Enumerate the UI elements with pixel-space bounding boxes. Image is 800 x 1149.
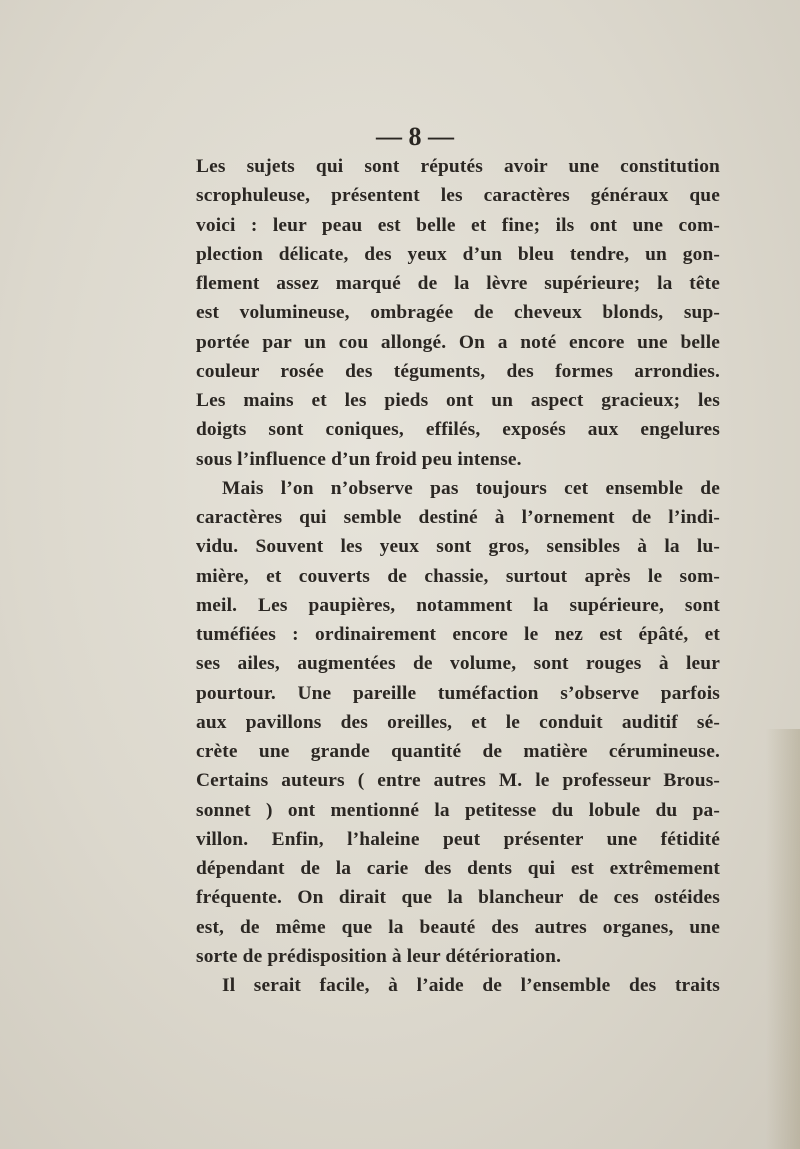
text-line: ses ailes, augmentées de volume, sont rouges à leur (196, 653, 720, 675)
text-line: dépendant de la carie des dents qui est extrêmement (196, 858, 720, 879)
text-line: pourtour. Une pareille tuméfaction s’observe parfois (196, 682, 720, 704)
text-line: doigts sont coniques, effilés, exposés aux engelures (196, 419, 720, 441)
text-line: mière, et couverts de chassie, surtout après le som- (196, 565, 720, 587)
text-line: Certains auteurs ( entre autres M. le professeur Brous- (196, 770, 720, 792)
text-line: Les mains et les pieds ont un aspect gracieux; les (196, 390, 720, 411)
text-line: portée par un cou allongé. On a noté encore une belle (196, 331, 720, 353)
text-line: Mais l’on n’observe pas toujours cet ensemble de (222, 477, 720, 499)
text-line: vidu. Souvent les yeux sont gros, sensibles à la lu- (196, 536, 720, 558)
text-line: plection délicate, des yeux d’un bleu tendre, un gon- (196, 243, 720, 265)
text-line: aux pavillons des oreilles, et le conduit auditif sé- (196, 711, 720, 733)
text-line: Il serait facile, à l’aide de l’ensemble des traits (222, 975, 720, 996)
text-line: tuméfiées : ordinairement encore le nez est épâté, et (196, 624, 720, 645)
text-line: sous l’influence d’un froid peu intense. (196, 448, 522, 470)
paper-stain (766, 729, 800, 1149)
text-line: crète une grande quantité de matière cérumineuse. (196, 741, 720, 762)
text-line: voici : leur peau est belle et fine; ils ont une com- (196, 214, 720, 236)
text-line: sorte de prédisposition à leur détérioration. (196, 945, 562, 967)
text-line: fréquente. On dirait que la blancheur de ces ostéides (196, 887, 720, 909)
page-number: — 8 — (376, 122, 454, 151)
text-line: est volumineuse, ombragée de cheveux blonds, sup- (196, 302, 720, 324)
text-line: Les sujets qui sont réputés avoir une constitution (196, 156, 720, 177)
text-line: sonnet ) ont mentionné la petitesse du lobule du pa- (196, 799, 720, 821)
text-line: meil. Les paupières, notamment la supérieure, sont (196, 594, 720, 616)
body-text (196, 152, 720, 1000)
text-line: couleur rosée des téguments, des formes arrondies. (196, 360, 720, 382)
text-line: villon. Enfin, l’haleine peut présenter une fétidité (196, 828, 720, 850)
text-line: scrophuleuse, présentent les caractères généraux que (196, 185, 720, 207)
text-line: flement assez marqué de la lèvre supérieure; la tête (196, 273, 720, 294)
text-line: est, de même que la beauté des autres organes, une (196, 916, 720, 938)
text-line: caractères qui semble destiné à l’ornement de l’indi- (196, 507, 720, 528)
